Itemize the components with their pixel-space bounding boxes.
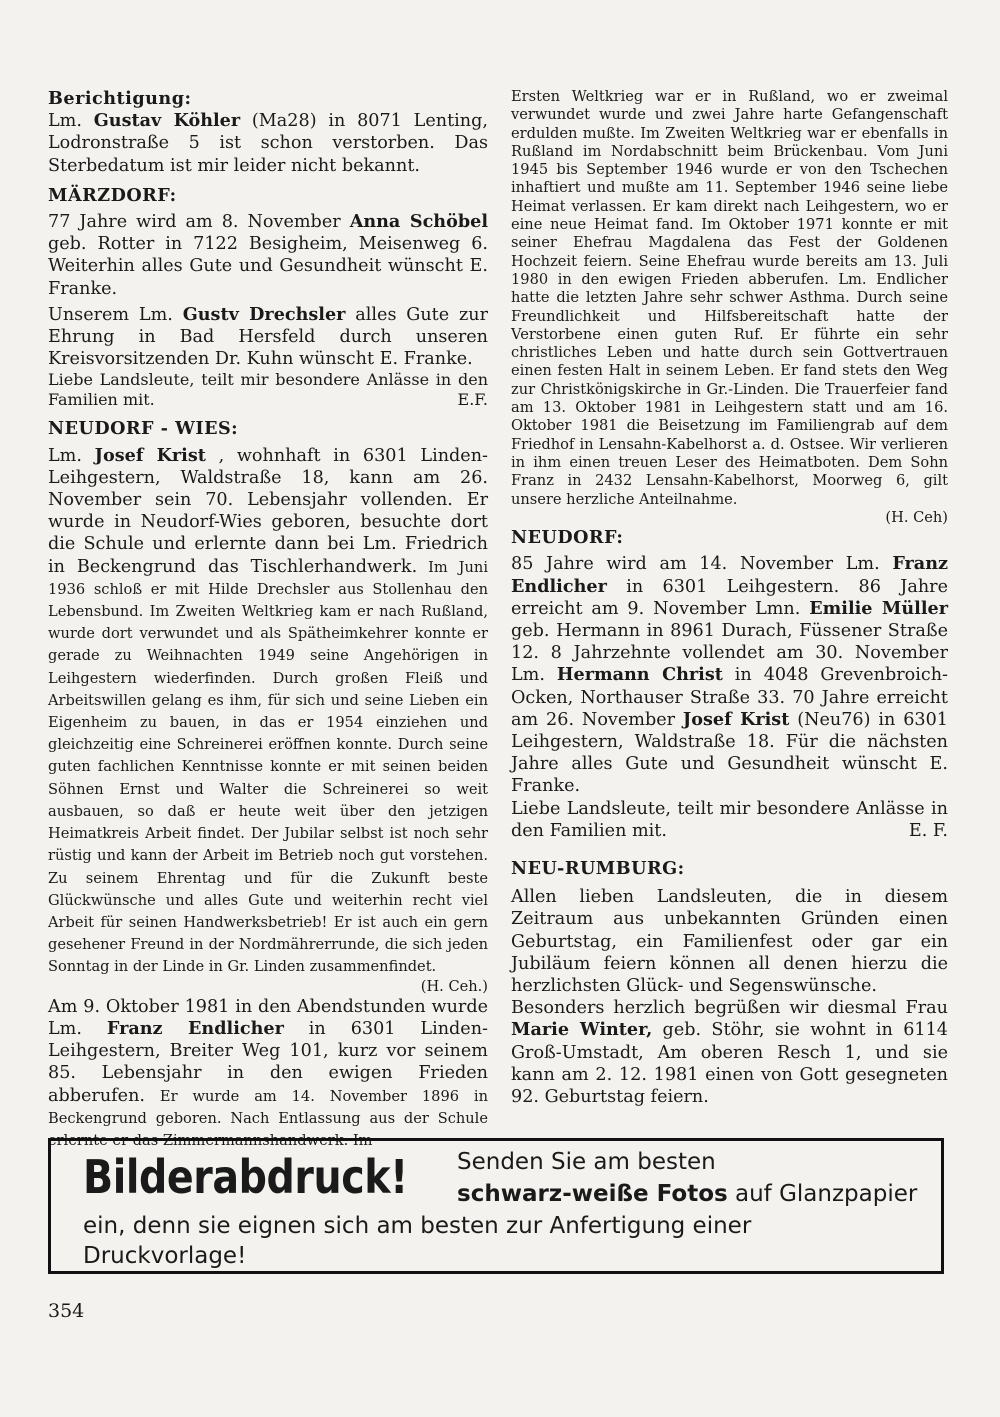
name-josef-krist-2: Josef Krist [682, 708, 790, 730]
ad-line-2: schwarz-weiße Fotos auf Glanzpapier [457, 1181, 918, 1207]
signature-ef-2: E. F. [908, 820, 948, 841]
name-gustv-drechsler: Gustv Drechsler [182, 303, 346, 325]
name-franz-endlicher-2: Franz Endlicher [511, 553, 948, 597]
name-anna-schoebel: Anna Schöbel [349, 211, 489, 233]
left-column [48, 88, 488, 1151]
ad-headline: Bilderabdruck! [83, 1150, 408, 1204]
heading-maerzdorf: MÄRZDORF: [48, 184, 177, 206]
ad-line-1: Senden Sie am besten [457, 1149, 716, 1175]
neudorf-para-1: 85 Jahre wird am 14. November Lm. Franz Endlicher in 6301 Leihgestern. 86 Jahre erreicht am 9. November Lmn. Emilie Müller geb. Hermann in 8961 Durach, Füssener Straße 12. 8 Jahrzehnte vollendet am 30. November Lm. Hermann Christ in 4048 Grevenbroich-Ocken, Northauser Straße 33. 70 Jahre erreicht am 26. November Josef Krist (Neu76) in 6301 Leihgestern, Waldstraße 18. Für die nächsten Jahre alles Gute und Gesundheit wünscht E. Franke. [511, 553, 949, 797]
obituary-continuation: Ersten Weltkrieg war er in Rußland, wo er zweimal verwundet wurde und zwei Jahre harte Gefangenschaft erdulden mußte. Im Zweiten Weltkrieg war er ebenfalls in Rußland im Nordabschnitt beim Brückenbau. Vom Juni 1945 bis September 1946 wurde er von den Tschechen inhaftiert und mußte am 11. September 1946 seine liebe Heimat verlassen. Er kam direkt nach Leihgestern, wo er eine neue Heimat fand. Im Oktober 1971 konnte er mit seiner Ehefrau Magdalena das Fest der Goldenen Hochzeit feiern. Seine Ehefrau wurde bereits am 13. Juli 1980 in den ewigen Frieden abberufen. Lm. Endlicher hatte die letzten Jahre sehr schwer Asthma. Durch seine Freundlichkeit und Hilfsbereitschaft hatte der Verstorbene einen guten Ruf. Er führte ein sehr christliches Leben und hatte durch sein Gottvertrauen einen festen Halt in seinem Leben. Er fand stets den Weg zur Christkönigskirche in Gr.-Linden. Die Trauerfeier fand am 13. Oktober 1981 in Leihgestern statt und am 16. Oktober 1981 die Beisetzung im Familiengrab auf dem Friedhof in Lensahn-Kabelhorst a. d. Ostsee. Wir verlieren in ihm einen treuen Leser des Heimatboten. Dem Sohn Franz in 2432 Lensahn-Kabelhorst, Moorweg 6, gilt unsere herzliche Anteilnahme. [511, 88, 948, 508]
neudorf-para-2: Liebe Landsleute, teilt mir besondere Anlässe in den Familien mit. E. F. [511, 798, 948, 841]
signature-ef-1: E.F. [457, 390, 488, 410]
heading-neudorf-wies: NEUDORF - WIES: [48, 418, 239, 440]
berichtigung-text: Lm. Gustav Köhler (Ma28) in 8071 Lenting, Lodronstraße 5 ist schon verstorben. Das Sterbedatum ist mir leider nicht bekannt. [48, 110, 488, 176]
ad-line-4: Druckvorlage! [83, 1243, 247, 1269]
name-gustav-koehler: Gustav Köhler [93, 110, 241, 132]
neu-rumburg-para-1: Allen lieben Landsleuten, die in diesem Zeitraum aus unbekannten Gründen einen Geburtstag, ein Familienfest oder gar ein Jubiläum feiern können all denen hierzu die herzlichsten Glück- und Segenswünsche. [511, 887, 948, 996]
neudorf-wies-para-2: Am 9. Oktober 1981 in den Abendstunden wurde Lm. Franz Endlicher in 6301 Linden-Leihgestern, Breiter Weg 101, kurz vor seinem 85. Lebensjahr in den ewigen Frieden abberufen. Er wurde am 14. November 1896 in Beckengrund geboren. Nach Entlassung aus der Schule erlernte er das Zimmermannshandwerk. Im [48, 996, 488, 1150]
neudorf-wies-para-1: Lm. Josef Krist , wohnhaft in 6301 Linden-Leihgestern, Waldstraße 18, kann am 26. November sein 70. Lebensjahr vollenden. Er wurde in Neudorf-Wies geboren, besuchte dort die Schule und erlernte dann bei Lm. Friedrich in Beckengrund das Tischlerhandwerk. Im Juni 1936 schloß er mit Hilde Drechsler aus Stollenhau den Lebensbund. Im Zweiten Weltkrieg kam er nach Rußland, wurde dort verwundet und als Spätheimkehrer konnte er gerade zu Weihnachten 1949 seine Angehörigen in Leihgestern wiederfinden. Durch großen Fleiß und Arbeitswillen gelang es ihm, für sich und seine Lieben ein Eigenheim zu bauen, in das er 1954 einziehen und gleichzeitig eine Schreinerei eröffnen konnte. Durch seine guten fachlichen Kenntnisse konnte er mit seinen beiden Söhnen Ernst und Walter die Schreinerei so weit ausbauen, so daß er heute weit über den jetzigen Heimatkreis Arbeit findet. Der Jubilar selbst ist noch sehr rüstig und kann der Arbeit im Betrieb noch gut vorstehen. Zu seinem Ehrentag und für die Zukunft beste Glückwünsche und alles Gute und weiterhin recht viel Arbeit für seinen Handwerksbetrieb! Er ist auch ein gern gesehener Freund in der Nordmährerrunde, die sich jeden Sonntag in der Linde in Gr. Linden zusammenfindet. (H. Ceh.) [48, 444, 488, 995]
maerzdorf-para-1: 77 Jahre wird am 8. November Anna Schöbel geb. Rotter in 7122 Besigheim, Meisenweg 6. Weiterhin alles Gute und Gesundheit wünscht E. Franke. [48, 211, 489, 299]
signature-hceh-1: (H. Ceh.) [420, 977, 488, 995]
name-marie-winter: Marie Winter, [511, 1019, 653, 1041]
ad-line-3: ein, denn sie eignen sich am besten zur Anfertigung einer [83, 1213, 752, 1239]
signature-hceh-2: (H. Ceh) [885, 508, 948, 526]
name-franz-endlicher: Franz Endlicher [106, 1018, 284, 1040]
right-column [511, 88, 948, 1108]
name-hermann-christ: Hermann Christ [556, 664, 723, 686]
maerzdorf-para-3: Liebe Landsleute, teilt mir besondere Anlässe in den Familien mit. E.F. [48, 370, 488, 410]
maerzdorf-para-2: Unserem Lm. Gustv Drechsler alles Gute zur Ehrung in Bad Hersfeld durch unseren Kreisvorsitzenden Dr. Kuhn wünscht E. Franke. [48, 303, 489, 370]
page-number: 354 [48, 1300, 85, 1322]
heading-neu-rumburg: NEU-RUMBURG: [511, 857, 685, 879]
heading-berichtigung: Berichtigung: [48, 88, 192, 109]
heading-neudorf: NEUDORF: [511, 527, 624, 549]
name-emilie-mueller: Emilie Müller [809, 597, 949, 619]
advertisement-box [48, 1138, 944, 1274]
name-josef-krist: Josef Krist [94, 444, 206, 466]
neu-rumburg-para-2: Besonders herzlich begrüßen wir diesmal Frau Marie Winter, geb. Stöhr, sie wohnt in 6114 Groß-Umstadt, Am oberen Resch 1, und sie kann am 2. 12. 1981 einen von Gott gesegneten 92. Geburtstag feiern. [511, 998, 948, 1107]
